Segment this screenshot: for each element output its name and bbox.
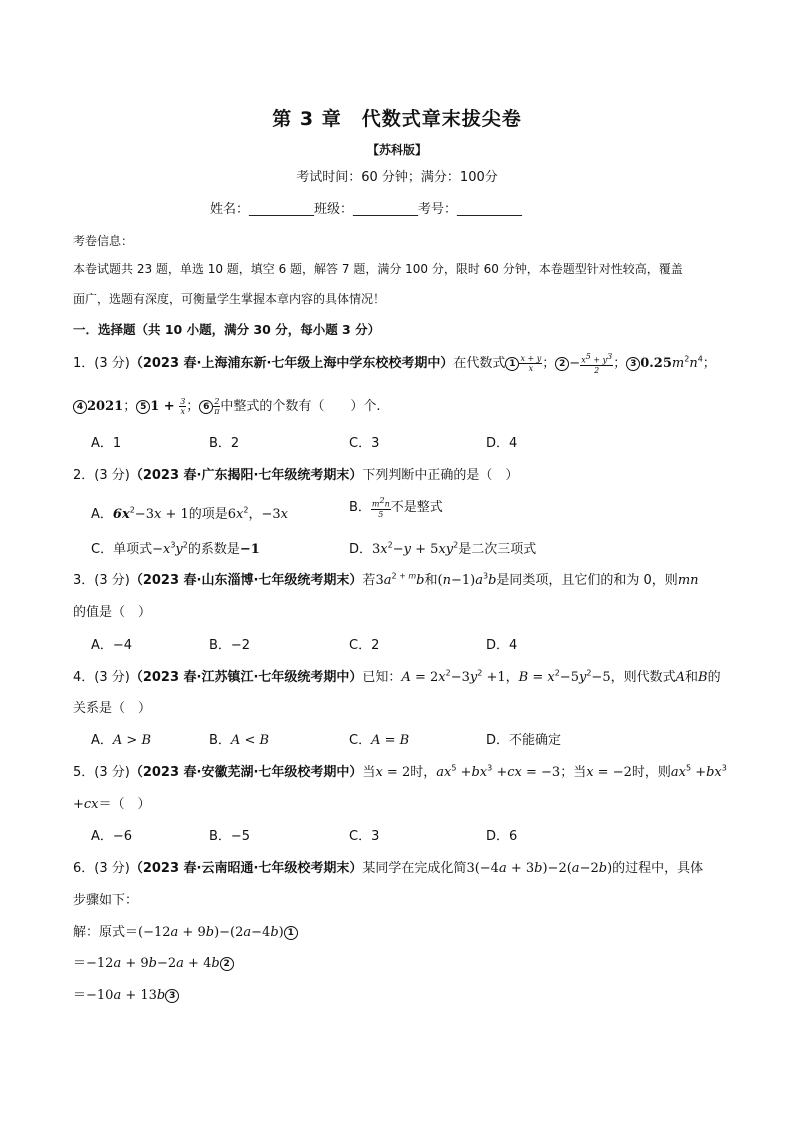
question-number: 4．(3 分) xyxy=(73,670,130,685)
page-title: 第 3 章 代数式章末拔尖卷 xyxy=(272,108,522,130)
question-number: 2．(3 分) xyxy=(73,468,130,483)
q5-option-b[interactable]: B．−5 xyxy=(209,829,251,844)
question-source: （2023 春·云南昭通·七年级校考期末） xyxy=(129,861,363,876)
fraction-2-over-pi: $\frac{2}{\pi}$ xyxy=(214,397,220,416)
q5-option-c[interactable]: C．3 xyxy=(349,829,380,844)
q2-option-b[interactable]: B． $\frac{m^2n}{5}$ 不是整式 xyxy=(349,496,443,519)
student-info-row: 姓名：__________班级：__________考号：__________ xyxy=(210,202,523,217)
q2-option-c[interactable]: C．单项式$-x^3y^2$的系数是−1 xyxy=(91,540,260,557)
circled-1-icon: 1 xyxy=(505,357,519,371)
q3-option-b[interactable]: B．−2 xyxy=(209,638,251,653)
section-heading: 一．选择题（共 10 小题，满分 30 分，每小题 3 分） xyxy=(73,322,381,337)
solution-step-3: ＝−10a + 13b 3 xyxy=(73,984,179,1003)
question-source: （2023 春·山东淄博·七年级统考期末） xyxy=(129,573,363,588)
question-source: （2023 春·广东揭阳·七年级统考期末） xyxy=(129,468,363,483)
fraction-x-plus-y-over-x: $\frac{x + y}{x}$ xyxy=(520,354,542,373)
question-1-line-2: 4 2021； 5 1 + $\frac{3}{x}$ ； 6 $\frac{2}{\pi}$ 中整式的个数有（ ）个. xyxy=(73,395,381,416)
question-4-line-2: 关系是（ ） xyxy=(73,701,152,716)
q2-option-d[interactable]: D．$3x^2-y + 5xy^2$是二次三项式 xyxy=(349,540,537,557)
circled-4-icon: 4 xyxy=(73,400,87,414)
question-5-line-2: +cx＝（ ） xyxy=(73,797,151,812)
circled-2-icon: 2 xyxy=(220,957,234,971)
question-source: （2023 春·江苏镇江·七年级统考期中） xyxy=(129,670,363,685)
exam-info-label: 考卷信息： xyxy=(73,234,134,248)
q1-option-c[interactable]: C．3 xyxy=(349,436,380,451)
question-4: 4．(3 分)（2023 春·江苏镇江·七年级统考期中）已知：$A = 2x^2-3y^2 +1$，$B = x^2-5y^2-5$，则代数式A和B的 xyxy=(73,668,721,685)
circled-6-icon: 6 xyxy=(199,400,213,414)
circled-3-icon: 3 xyxy=(165,989,179,1003)
q1-option-a[interactable]: A．1 xyxy=(91,436,122,451)
q1-option-d[interactable]: D．4 xyxy=(486,436,518,451)
question-6-line-2: 步骤如下： xyxy=(73,893,139,908)
q4-option-d[interactable]: D．不能确定 xyxy=(486,733,562,748)
circled-3-icon: 3 xyxy=(626,357,640,371)
question-number: 5．(3 分) xyxy=(73,765,130,780)
edition-label: 【苏科版】 xyxy=(366,143,427,157)
q2-option-a[interactable]: A．$6x^2-3x + 1$的项是$6x^2$，−3x xyxy=(91,505,288,522)
q3-option-c[interactable]: C．2 xyxy=(349,638,380,653)
q5-option-d[interactable]: D．6 xyxy=(486,829,518,844)
q3-option-a[interactable]: A．−4 xyxy=(91,638,133,653)
q1-option-b[interactable]: B．2 xyxy=(209,436,240,451)
solution-step-1: 解：原式＝(−12a + 9b)−(2a−4b) 1 xyxy=(73,921,298,940)
circled-2-icon: 2 xyxy=(555,357,569,371)
q4-option-b[interactable]: B．A < B xyxy=(209,733,270,748)
q4-option-c[interactable]: C．A = B xyxy=(349,733,410,748)
question-1: 1．(3 分)（2023 春·上海浦东新·七年级上海中学东校校考期中）在代数式 1 $\frac{x + y}{x}$ ； 2 − $\frac{x^5 + y^3}{2}$ ； 3 $0.25m^2n^4$； xyxy=(73,352,716,375)
q5-option-a[interactable]: A．−6 xyxy=(91,829,133,844)
fraction-m2n-over-5: $\frac{m^2n}{5}$ xyxy=(371,496,390,519)
q4-option-a[interactable]: A．A > B xyxy=(91,733,152,748)
question-source: （2023 春·安徽芜湖·七年级校考期中） xyxy=(129,765,363,780)
question-6: 6．(3 分)（2023 春·云南昭通·七年级校考期末）某同学在完成化简3(−4a + 3b)−2(a−2b)的过程中，具体 xyxy=(73,861,704,876)
question-5: 5．(3 分)（2023 春·安徽芜湖·七年级校考期中）当x = 2时，$ax^5 +bx^3 +cx = -3$；当x = −2时，则$ax^5 +bx^3$ xyxy=(73,763,727,780)
question-3: 3．(3 分)（2023 春·山东淄博·七年级统考期末）若$3a^{2 + m}b$和$(n-1)a^3b$是同类项，且它们的和为 0，则mn xyxy=(73,571,699,588)
question-number: 6．(3 分) xyxy=(73,861,130,876)
exam-time: 考试时间：60 分钟；满分：100分 xyxy=(296,170,498,185)
fraction-3-over-x: $\frac{3}{x}$ xyxy=(180,397,186,416)
question-2: 2．(3 分)（2023 春·广东揭阳·七年级统考期末）下列判断中正确的是（ ） xyxy=(73,468,519,483)
fraction-x5-y3-over-2: $\frac{x^5 + y^3}{2}$ xyxy=(581,352,613,375)
exam-info-line-2: 面广，选题有深度，可衡量学生掌握本章内容的具体情况！ xyxy=(73,292,386,306)
circled-5-icon: 5 xyxy=(136,400,150,414)
question-number: 1．(3 分) xyxy=(73,356,130,371)
q3-option-d[interactable]: D．4 xyxy=(486,638,518,653)
question-number: 3．(3 分) xyxy=(73,573,130,588)
exam-info-line-1: 本卷试题共 23 题，单选 10 题，填空 6 题，解答 7 题，满分 100 分，限时 60 分钟，本卷题型针对性较高，覆盖 xyxy=(73,262,683,276)
circled-1-icon: 1 xyxy=(284,926,298,940)
solution-step-2: ＝−12a + 9b−2a + 4b 2 xyxy=(73,952,234,971)
question-3-line-2: 的值是（ ） xyxy=(73,605,152,620)
question-source: （2023 春·上海浦东新·七年级上海中学东校校考期中） xyxy=(129,356,454,371)
